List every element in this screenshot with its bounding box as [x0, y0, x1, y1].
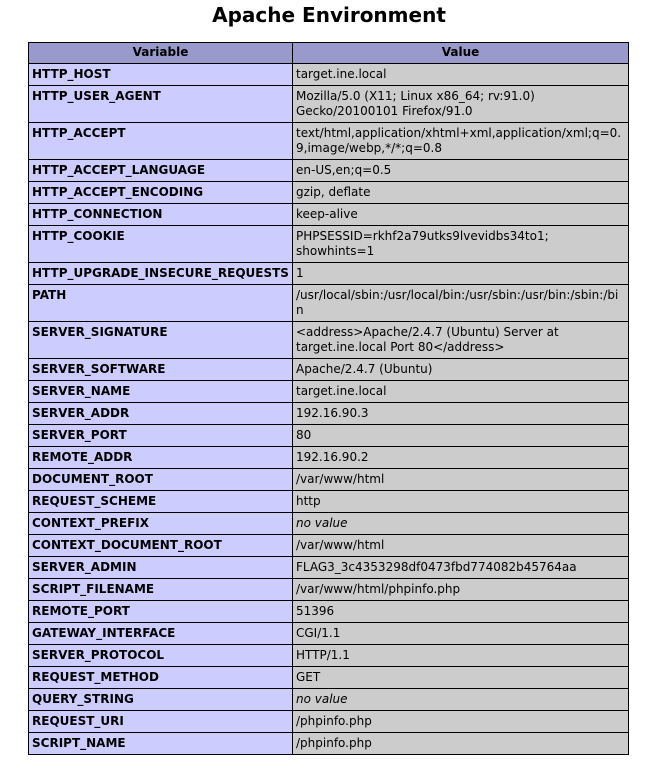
variable-cell: HTTP_UPGRADE_INSECURE_REQUESTS	[29, 263, 293, 285]
value-cell: 192.16.90.2	[293, 447, 629, 469]
column-header-variable: Variable	[29, 43, 293, 64]
variable-cell: CONTEXT_DOCUMENT_ROOT	[29, 535, 293, 557]
variable-cell: HTTP_COOKIE	[29, 226, 293, 263]
value-cell: 80	[293, 425, 629, 447]
value-cell: Apache/2.4.7 (Ubuntu)	[293, 359, 629, 381]
value-cell: 51396	[293, 601, 629, 623]
table-row	[29, 160, 629, 182]
table-row	[29, 322, 629, 359]
variable-cell: HTTP_ACCEPT_LANGUAGE	[29, 160, 293, 182]
variable-cell: HTTP_CONNECTION	[29, 204, 293, 226]
value-cell: no value	[293, 689, 629, 711]
table-row	[29, 204, 629, 226]
table-header-row	[29, 43, 629, 64]
variable-cell: CONTEXT_PREFIX	[29, 513, 293, 535]
variable-cell: REQUEST_SCHEME	[29, 491, 293, 513]
page-title: Apache Environment	[212, 3, 446, 27]
table-row	[29, 535, 629, 557]
value-cell: en-US,en;q=0.5	[293, 160, 629, 182]
variable-cell: HTTP_HOST	[29, 64, 293, 86]
value-cell: Mozilla/5.0 (X11; Linux x86_64; rv:91.0) Gecko/20100101 Firefox/91.0	[293, 86, 629, 123]
column-header-value: Value	[293, 43, 629, 64]
table-row	[29, 469, 629, 491]
table-row	[29, 601, 629, 623]
variable-cell: SERVER_ADDR	[29, 403, 293, 425]
variable-cell: SERVER_PORT	[29, 425, 293, 447]
value-cell: /var/www/html	[293, 469, 629, 491]
table-row	[29, 513, 629, 535]
table-body	[29, 64, 629, 755]
table-row	[29, 447, 629, 469]
variable-cell: SERVER_SIGNATURE	[29, 322, 293, 359]
variable-cell: SCRIPT_NAME	[29, 733, 293, 755]
table-row	[29, 64, 629, 86]
value-cell: GET	[293, 667, 629, 689]
table-row	[29, 86, 629, 123]
apache-environment-table	[28, 42, 629, 755]
value-cell: text/html,application/xhtml+xml,application/xml;q=0.9,image/webp,*/*;q=0.8	[293, 123, 629, 160]
table-row	[29, 733, 629, 755]
variable-cell: PATH	[29, 285, 293, 322]
table-row	[29, 689, 629, 711]
variable-cell: REMOTE_PORT	[29, 601, 293, 623]
table-row	[29, 645, 629, 667]
table-row	[29, 359, 629, 381]
variable-cell: HTTP_ACCEPT_ENCODING	[29, 182, 293, 204]
value-cell: 192.16.90.3	[293, 403, 629, 425]
table-row	[29, 623, 629, 645]
variable-cell: SERVER_PROTOCOL	[29, 645, 293, 667]
table-row	[29, 425, 629, 447]
value-cell: CGI/1.1	[293, 623, 629, 645]
value-cell: HTTP/1.1	[293, 645, 629, 667]
value-cell: gzip, deflate	[293, 182, 629, 204]
value-cell: /var/www/html/phpinfo.php	[293, 579, 629, 601]
variable-cell: REMOTE_ADDR	[29, 447, 293, 469]
table-row	[29, 491, 629, 513]
value-cell: /phpinfo.php	[293, 733, 629, 755]
variable-cell: GATEWAY_INTERFACE	[29, 623, 293, 645]
table-row	[29, 579, 629, 601]
table-row	[29, 182, 629, 204]
variable-cell: HTTP_USER_AGENT	[29, 86, 293, 123]
table-row	[29, 263, 629, 285]
value-cell: target.ine.local	[293, 381, 629, 403]
variable-cell: QUERY_STRING	[29, 689, 293, 711]
table-row	[29, 381, 629, 403]
variable-cell: SERVER_SOFTWARE	[29, 359, 293, 381]
table-row	[29, 711, 629, 733]
table-row	[29, 403, 629, 425]
table-row	[29, 285, 629, 322]
value-cell: /phpinfo.php	[293, 711, 629, 733]
value-cell: FLAG3_3c4353298df0473fbd774082b45764aa	[293, 557, 629, 579]
value-cell: keep-alive	[293, 204, 629, 226]
value-cell: /var/www/html	[293, 535, 629, 557]
value-cell: no value	[293, 513, 629, 535]
value-cell: <address>Apache/2.4.7 (Ubuntu) Server at target.ine.local Port 80</address>	[293, 322, 629, 359]
variable-cell: DOCUMENT_ROOT	[29, 469, 293, 491]
value-cell: /usr/local/sbin:/usr/local/bin:/usr/sbin:/usr/bin:/sbin:/bin	[293, 285, 629, 322]
value-cell: 1	[293, 263, 629, 285]
variable-cell: SERVER_NAME	[29, 381, 293, 403]
table-row	[29, 667, 629, 689]
table-row	[29, 226, 629, 263]
value-cell: PHPSESSID=rkhf2a79utks9lvevidbs34to1; showhints=1	[293, 226, 629, 263]
value-cell: target.ine.local	[293, 64, 629, 86]
variable-cell: REQUEST_METHOD	[29, 667, 293, 689]
variable-cell: SCRIPT_FILENAME	[29, 579, 293, 601]
value-cell: http	[293, 491, 629, 513]
variable-cell: REQUEST_URI	[29, 711, 293, 733]
variable-cell: HTTP_ACCEPT	[29, 123, 293, 160]
table-row	[29, 557, 629, 579]
variable-cell: SERVER_ADMIN	[29, 557, 293, 579]
table-row	[29, 123, 629, 160]
